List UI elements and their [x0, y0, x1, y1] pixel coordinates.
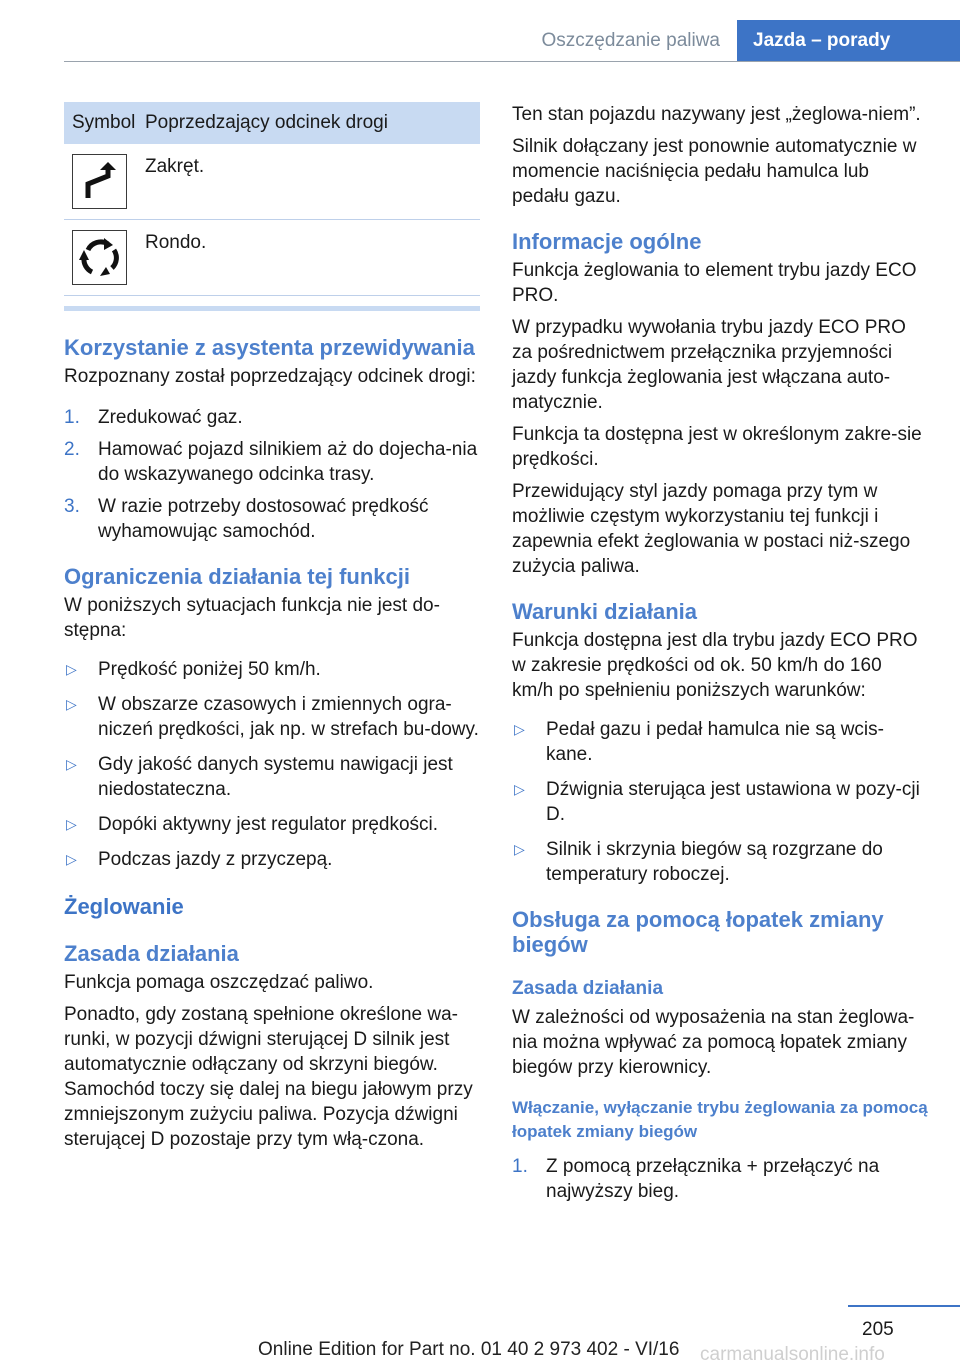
table-row: [64, 220, 480, 296]
list-item: ▷ Gdy jakość danych systemu nawigacji jest niedostateczna.: [66, 754, 453, 800]
list-item: 1. Zredukować gaz.: [64, 407, 243, 428]
header-chapter-tab: Jazda – porady: [737, 20, 960, 62]
footer-edition: Online Edition for Part no. 01 40 2 973 402 - VI/16: [258, 1339, 680, 1360]
paragraph: W poniższych sytuacjach funkcja nie jest do-stępna:: [64, 595, 440, 641]
triangle-bullet-icon: ▷: [66, 756, 77, 772]
heading-sailing: Żeglowanie: [64, 894, 184, 919]
heading-general: Informacje ogólne: [512, 229, 702, 254]
triangle-bullet-icon: ▷: [66, 696, 77, 712]
table-header: [64, 102, 480, 144]
heading-assist: Korzystanie z asystenta przewidywania: [64, 335, 475, 360]
numbered-list: [512, 1154, 928, 1204]
numbered-list: [64, 405, 480, 544]
right-column: [512, 102, 928, 1211]
list-item: ▷ Podczas jazdy z przyczepą.: [66, 849, 333, 870]
paragraph: Rozpoznany został poprzedzający odcinek drogi:: [64, 366, 476, 387]
table-row: [64, 144, 480, 220]
table-cell-label: Rondo.: [145, 232, 207, 253]
bullet-list: [512, 717, 928, 887]
paragraph: W zależności od wyposażenia na stan żeglowa-nia można wpływać za pomocą łopatek zmiany biegów przy kierownicy.: [512, 1007, 915, 1078]
paragraph: Silnik dołączany jest ponownie automatycznie w momencie naciśnięcia pedału hamulca lub pedału gazu.: [512, 136, 917, 207]
list-item: 2. Hamować pojazd silnikiem aż do dojecha-nia do wskazywanego odcinka trasy.: [64, 439, 478, 485]
list-item: ▷ Pedał gazu i pedał hamulca nie są wcis-kane.: [514, 719, 884, 765]
table-header-description: Poprzedzający odcinek drogi: [145, 112, 388, 133]
triangle-bullet-icon: ▷: [66, 661, 77, 677]
list-item: ▷ Prędkość poniżej 50 km/h.: [66, 659, 321, 680]
paragraph: Ponadto, gdy zostaną spełnione określone wa-runki, w pozycji dźwigni sterującej D silnik jest automatycznie odłączany od skrzyni biegów. Samochód toczy się dalej na biegu jałowym przy zmniejszonym zużyciu paliwa. Pozycja dźwigni sterującej D pozostaje przy tym włą-czona.: [64, 1004, 473, 1150]
paragraph: W przypadku wywołania trybu jazdy ECO PRO za pośrednictwem przełącznika przyjemności jazdy funkcja żeglowania jest włączana auto-matycznie.: [512, 317, 906, 413]
table-header-symbol: Symbol: [72, 112, 136, 133]
triangle-bullet-icon: ▷: [514, 781, 525, 797]
list-item: 1. Z pomocą przełącznika + przełączyć na najwyższy bieg.: [512, 1156, 880, 1202]
paragraph: Przewidujący styl jazdy pomaga przy tym w możliwie częstym wykorzystaniu tej funkcji i zapewnia efekt żeglowania w postaci niż-szego zużycia paliwa.: [512, 481, 911, 577]
triangle-bullet-icon: ▷: [66, 816, 77, 832]
symbol-table: [64, 102, 480, 311]
triangle-bullet-icon: ▷: [66, 851, 77, 867]
triangle-bullet-icon: ▷: [514, 841, 525, 857]
watermark: carmanualsonline.info: [700, 1344, 885, 1362]
list-item: ▷ W obszarze czasowych i zmiennych ogra-niczeń prędkości, jak np. w strefach bu-dowy.: [66, 694, 479, 740]
subheading-principle: Zasada działania: [512, 978, 664, 999]
list-item: ▷ Dźwignia sterująca jest ustawiona w pozy-cji D.: [514, 779, 920, 825]
list-item: ▷ Silnik i skrzynia biegów są rozgrzane do temperatury roboczej.: [514, 839, 883, 885]
heading-limits: Ograniczenia działania tej funkcji: [64, 564, 410, 589]
paragraph: Funkcja ta dostępna jest w określonym zakre-sie prędkości.: [512, 424, 922, 470]
paragraph: Funkcja dostępna jest dla trybu jazdy ECO PRO w zakresie prędkości od ok. 50 km/h do 160 km/h po spełnieniu poniższych warunków:: [512, 630, 918, 701]
heading-principle: Zasada działania: [64, 941, 239, 966]
list-item: ▷ Dopóki aktywny jest regulator prędkości.: [66, 814, 439, 835]
triangle-bullet-icon: ▷: [514, 721, 525, 737]
subheading-switch: Włączanie, wyłączanie trybu żeglowania za pomocą łopatek zmiany biegów: [512, 1098, 928, 1141]
paragraph: Ten stan pojazdu nazywany jest „żeglowa-niem”.: [512, 104, 921, 125]
roundabout-icon: [72, 230, 127, 285]
footer-divider: [848, 1305, 960, 1307]
left-column: [64, 102, 480, 1159]
bullet-list: [64, 657, 480, 872]
page-number: 205: [862, 1319, 894, 1340]
curve-road-icon: [72, 154, 127, 209]
header-divider: [64, 61, 960, 62]
heading-paddles: Obsługa za pomocą łopatek zmiany biegów: [512, 907, 884, 957]
paragraph: Funkcja pomaga oszczędzać paliwo.: [64, 972, 374, 993]
table-footer-bar: [64, 306, 480, 311]
paragraph: Funkcja żeglowania to element trybu jazdy ECO PRO.: [512, 260, 917, 306]
list-item: 3. W razie potrzeby dostosować prędkość wyhamowując samochód.: [64, 496, 429, 542]
heading-conditions: Warunki działania: [512, 599, 698, 624]
header-section-title: Oszczędzanie paliwa: [541, 30, 720, 51]
table-cell-label: Zakręt.: [145, 156, 205, 177]
